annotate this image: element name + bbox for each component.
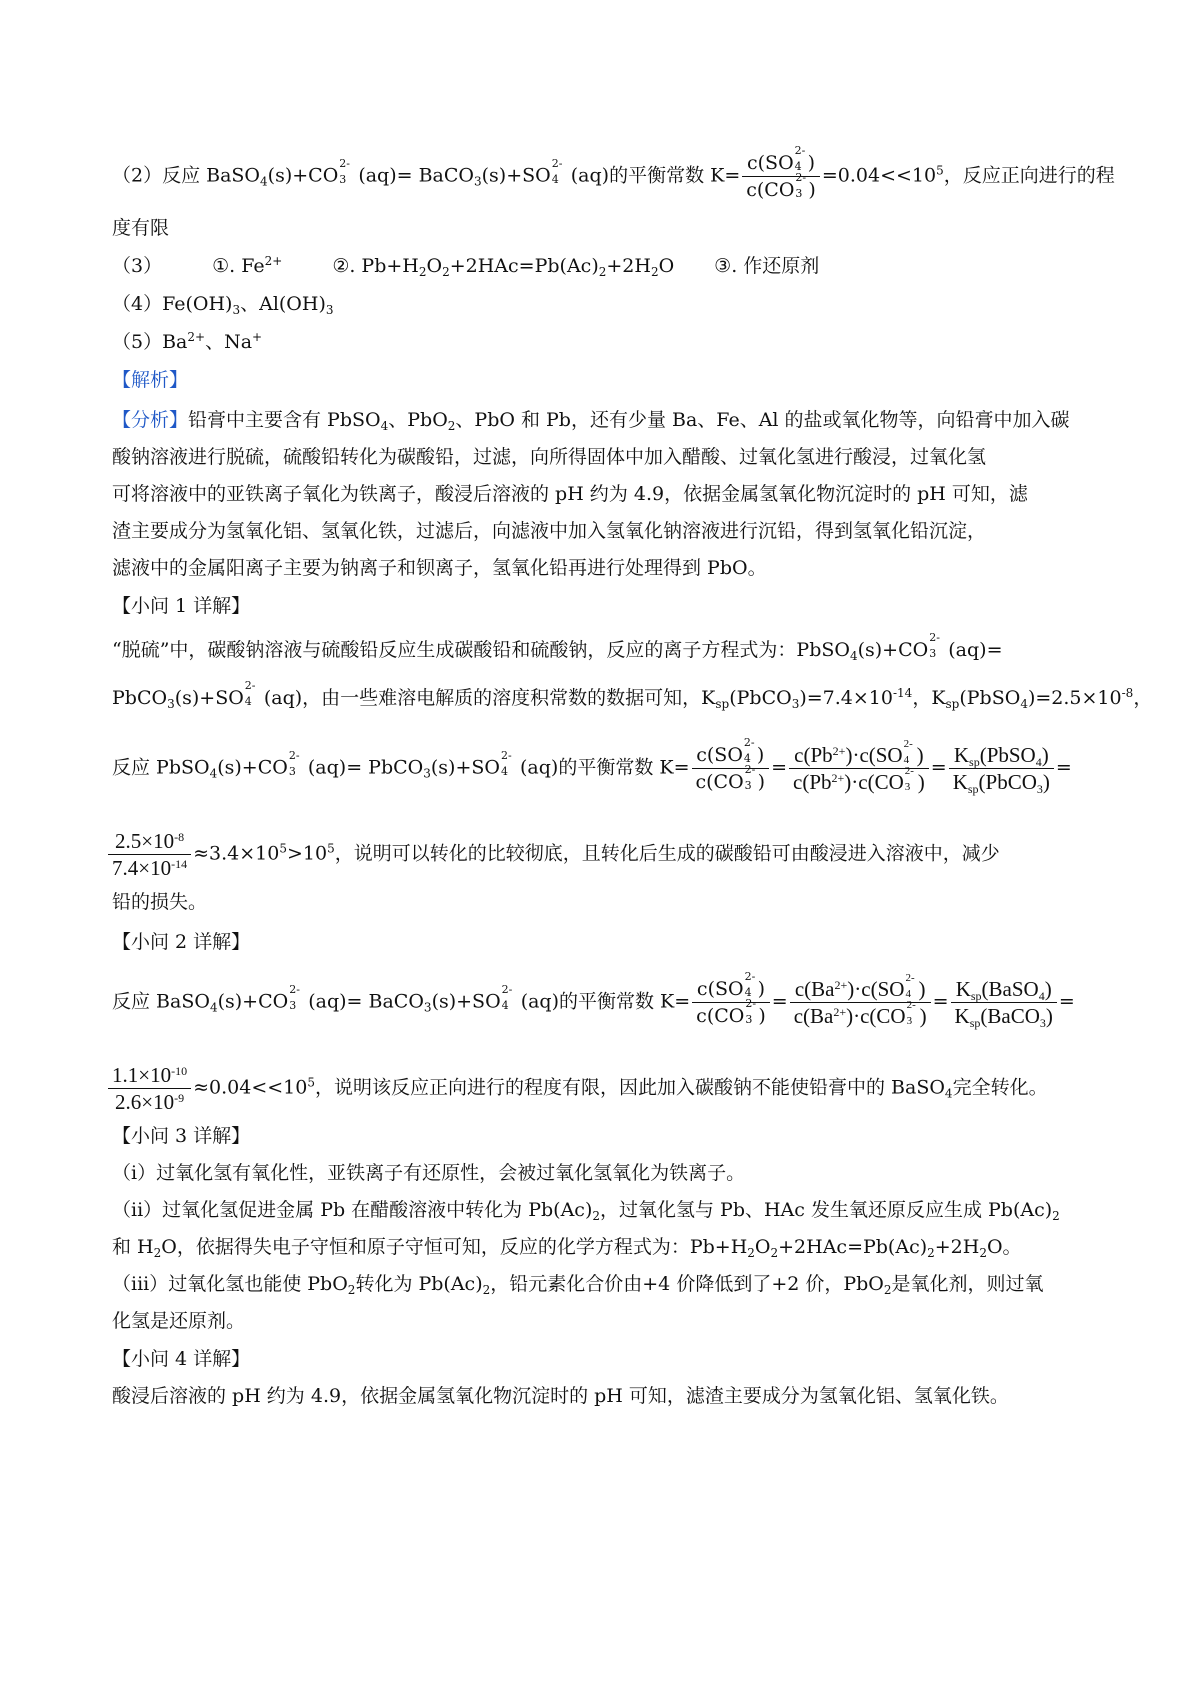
fraction-k1: c(SO 2- 4 ) c(CO 2- 3 ) [692,742,770,795]
analysis-line4: 渣主要成分为氢氧化铝、氢氧化铁，过滤后，向滤液中加入氢氧化钠溶液进行沉铅，得到氢氧化铅沉淀， [112,520,987,542]
fraction-k5: $c(Ba^{2+})\cdot c(SO$ 2- 4 ) $c(Ba^{2+})\cdot c(CO$ 2- 3 ) [790,976,931,1029]
charge-stack: 2- 3 [339,156,350,186]
superscript: 5 [936,163,944,178]
q1-line3: 反应 PbSO$_4$(s)+CO 2- 3 (aq)= PbCO$_3$(s)+SO 2- 4 (aq)的平衡常数 K= c(SO 2- 4 ) c(CO 2- 3 ) = $c(Pb^{2+})\cdot c(SO$ 2- 4 ) $c(Pb^{2+})\cdot c(CO$ 2- 3 ) = $K_{sp}(PbSO_4)$ $K_{sp}(PbCO_3)$ = [112,736,1072,796]
q1-line1: “脱硫”中，碳酸钠溶液与硫酸铅反应生成碳酸铅和硫酸钠，反应的离子方程式为：PbSO$_4$(s)+CO 2- 3 (aq)= [112,631,1003,663]
answer-2-line2: 度有限 [112,217,170,239]
analysis-line2: 酸钠溶液进行脱硫，硫酸铅转化为碳酸铅，过滤，向所得固体中加入醋酸、过氧化氢进行酸浸，过氧化氢 [112,446,987,468]
q1-line2: PbCO$_3$(s)+SO 2- 4 (aq)，由一些难溶电解质的溶度积常数的数据可知，$K_{sp}(PbCO_3)=7.4\times 10^{-14}$，$K_{sp}(PbSO_4)=2.5\times 10^{-8}$， [112,679,1153,711]
text: =0.04<<10 [821,164,937,187]
text: (s)+CO [267,164,339,187]
analysis-line3: 可将溶液中的亚铁离子氧化为铁离子，酸浸后溶液的 pH 约为 4.9，依据金属氢氧化物沉淀时的 pH 可知，滤 [112,483,1028,505]
subscript: 3 [474,174,482,189]
fraction-k: c(SO 2- 4 ) c(CO 2- 3 ) [742,150,820,203]
q3-line4: （iii）过氧化氢也能使 PbO$_2$转化为 $Pb(Ac)_2$，铅元素化合价由+4 价降低到了+2 价，PbO$_2$是氧化剂，则过氧 [112,1273,1044,1297]
fraction-ratio2: $\frac{1.1\times 10^{-10}}{2.6\times 10^{-9}}$ [108,1062,191,1115]
text: (aq)= BaCO [352,164,474,187]
q2-heading: 【小问 2 详解】 [112,931,251,953]
q2-line2: $\frac{1.1\times 10^{-10}}{2.6\times 10^{-9}}$ $\approx 0.04<<10^5$，说明该反应正向进行的程度有限，因此加入碳酸钠不能使铅膏中的 BaSO$_4$完全转化。 [112,1062,1112,1115]
answer-4: $(4)Fe(OH)_3$、$Al(OH)_3$ [112,293,334,317]
q3-heading: 【小问 3 详解】 [112,1125,251,1147]
q3-line3: 和 $H_2O$，依据得失电子守恒和原子守恒可知，反应的化学方程式为：$Pb+H_2O_2+2HAc=Pb(Ac)_2+2H_2O$。 [112,1236,1022,1260]
charge-stack: 2- 4 [551,156,563,186]
q3-line2: （ii）过氧化氢促进金属 Pb 在醋酸溶液中转化为 $Pb(Ac)_2$，过氧化氢与 Pb、HAc 发生氧还原反应生成 $Pb(Ac)_2$ [112,1199,1060,1223]
q3-line1: （i）过氧化氢有氧化性，亚铁离子有还原性，会被过氧化氢氧化为铁离子。 [112,1162,746,1184]
text: （2）反应 BaSO [112,164,261,187]
analysis-line5: 滤液中的金属阳离子主要为钠离子和钡离子，氢氧化铅再进行处理得到 PbO。 [112,557,767,579]
text: (aq)的平衡常数 K= [564,164,741,187]
q1-line5: 铅的损失。 [112,891,208,913]
fraction-k4: c(SO 2- 4 ) c(CO 2- 3 ) [692,976,770,1029]
answer-5: $(5)Ba^{2+}$、Na+ [112,330,263,353]
q3-line5: 化氢是还原剂。 [112,1310,246,1332]
fraction-k2: $c(Pb^{2+})\cdot c(SO$ 2- 4 ) $c(Pb^{2+})\cdot c(CO$ 2- 3 ) [789,742,929,795]
text: (s)+SO [481,164,551,187]
answer-3: （3） ①. $Fe^{2+}$ ②. $Pb+H_2O_2+2HAc=Pb(Ac)_2+2H_2O$ ③. 作还原剂 [112,254,820,279]
fraction-k6: $K_{sp}(BaSO_4)$ $K_{sp}(BaCO_3)$ [951,976,1057,1029]
q4-line1: 酸浸后溶液的 pH 约为 4.9，依据金属氢氧化物沉淀时的 pH 可知，滤渣主要成分为氢氧化铝、氢氧化铁。 [112,1385,1009,1407]
subscript: 4 [260,174,268,189]
q1-line4: $\frac{2.5\times 10^{-8}}{7.4\times 10^{-14}}$ $\approx 3.4\times 10^5>10^5$，说明可以转化的比较彻底，且转化后生成的碳酸铅可由酸浸进入溶液中，减少 [112,828,1112,881]
fraction-ratio1: $\frac{2.5\times 10^{-8}}{7.4\times 10^{-14}}$ [108,828,191,881]
analysis-line1: 【分析】铅膏中主要含有 PbSO$_4$、PbO$_2$、PbO 和 Pb，还有少量 Ba、Fe、Al 的盐或氧化物等，向铅膏中加入碳 [112,409,1070,433]
q1-heading: 【小问 1 详解】 [112,595,251,617]
answer-2-line1 [112,144,1115,203]
text: ，反应正向进行的程 [943,164,1115,187]
q2-line1: 反应 BaSO$_4$(s)+CO 2- 3 (aq)= BaCO$_3$(s)+SO 2- 4 (aq)的平衡常数 K= c(SO 2- 4 ) c(CO 2- 3 ) = $c(Ba^{2+})\cdot c(SO$ 2- 4 ) $c(Ba^{2+})\cdot c(CO$ 2- 3 ) = $K_{sp}(BaSO_4)$ $K_{sp}(BaCO_3)$ = [112,970,1075,1030]
q4-heading: 【小问 4 详解】 [112,1348,251,1370]
jiexi-heading: 【解析】 [112,369,189,391]
fraction-k3: $K_{sp}(PbSO_4)$ $K_{sp}(PbCO_3)$ [949,742,1054,795]
